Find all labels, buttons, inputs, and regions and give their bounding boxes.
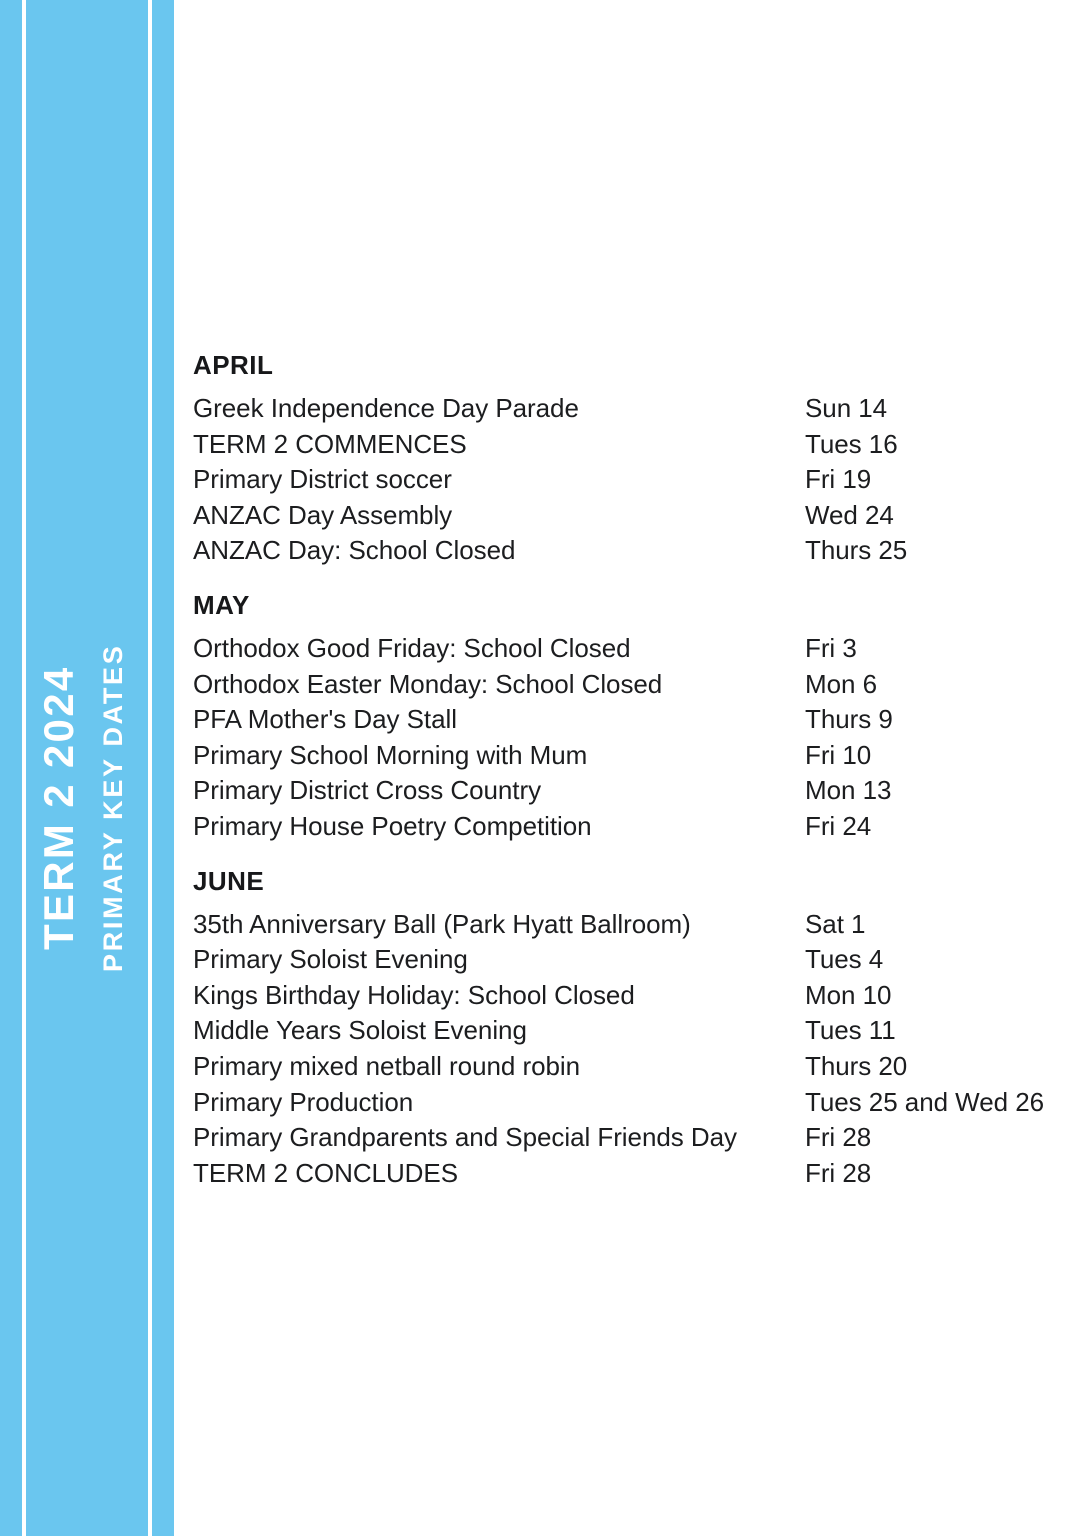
event-row bbox=[193, 667, 1073, 703]
month-heading: JUNE bbox=[193, 865, 265, 896]
event-row bbox=[193, 391, 1073, 427]
event-row bbox=[193, 1049, 1073, 1085]
month-heading: MAY bbox=[193, 589, 250, 620]
event-date: Mon 10 bbox=[805, 979, 892, 1010]
event-date: Fri 10 bbox=[805, 739, 872, 770]
event-date: Sun 14 bbox=[805, 393, 888, 423]
event-name: Primary District Cross Country bbox=[193, 775, 542, 806]
event-row bbox=[193, 942, 1073, 978]
event-row bbox=[193, 427, 1073, 463]
sidebar-title: TERM 2 2024 bbox=[35, 665, 82, 950]
event-date: Tues 4 bbox=[805, 944, 884, 975]
sidebar-accent-band bbox=[0, 0, 174, 1536]
event-row bbox=[193, 773, 1073, 809]
event-name: Kings Birthday Holiday: School Closed bbox=[193, 979, 635, 1010]
event-name: Primary Production bbox=[193, 1086, 414, 1117]
event-row bbox=[193, 631, 1073, 667]
event-row bbox=[193, 702, 1073, 738]
event-date: Tues 25 and Wed 26 bbox=[805, 1086, 1045, 1117]
event-date: Sat 1 bbox=[805, 908, 866, 939]
event-row bbox=[193, 907, 1073, 943]
event-name: Orthodox Good Friday: School Closed bbox=[193, 632, 631, 663]
event-name: Middle Years Soloist Evening bbox=[193, 1015, 527, 1046]
event-row bbox=[193, 1013, 1073, 1049]
event-name: Primary School Morning with Mum bbox=[193, 739, 588, 770]
event-name: TERM 2 COMMENCES bbox=[193, 428, 467, 459]
event-row bbox=[193, 1120, 1073, 1156]
event-name: ANZAC Day Assembly bbox=[193, 499, 453, 530]
event-date: Tues 16 bbox=[805, 428, 898, 459]
event-date: Fri 24 bbox=[805, 810, 872, 841]
month-block bbox=[193, 589, 1073, 845]
accent-stripe-inner bbox=[152, 0, 174, 1536]
event-name: Orthodox Easter Monday: School Closed bbox=[193, 668, 663, 699]
event-date: Mon 6 bbox=[805, 668, 878, 699]
event-date: Fri 19 bbox=[805, 464, 872, 495]
event-date: Thurs 25 bbox=[805, 535, 908, 566]
month-block bbox=[193, 352, 1073, 569]
month-heading: APRIL bbox=[193, 350, 274, 380]
event-row bbox=[193, 462, 1073, 498]
event-date: Thurs 20 bbox=[805, 1050, 908, 1081]
event-row bbox=[193, 809, 1073, 845]
event-name: Primary Grandparents and Special Friends Day bbox=[193, 1122, 737, 1153]
event-name: ANZAC Day: School Closed bbox=[193, 535, 516, 566]
event-date: Mon 13 bbox=[805, 775, 892, 806]
month-block bbox=[193, 865, 1073, 1192]
event-name: Primary District soccer bbox=[193, 464, 452, 495]
key-dates-list bbox=[193, 352, 1073, 1191]
event-row bbox=[193, 533, 1073, 569]
event-name: Primary mixed netball round robin bbox=[193, 1050, 581, 1081]
accent-stripe-outer bbox=[0, 0, 22, 1536]
event-row bbox=[193, 498, 1073, 534]
sidebar-subtitle: PRIMARY KEY DATES bbox=[98, 643, 128, 972]
event-row bbox=[193, 1156, 1073, 1192]
event-date: Thurs 9 bbox=[805, 704, 893, 735]
event-name: Primary House Poetry Competition bbox=[193, 810, 592, 841]
event-date: Tues 11 bbox=[805, 1015, 896, 1046]
event-name: Primary Soloist Evening bbox=[193, 944, 468, 975]
event-date: Fri 28 bbox=[805, 1122, 872, 1153]
event-name: Greek Independence Day Parade bbox=[193, 393, 579, 423]
event-date: Wed 24 bbox=[805, 499, 894, 530]
event-date: Fri 3 bbox=[805, 632, 857, 663]
event-date: Fri 28 bbox=[805, 1157, 872, 1188]
event-name: 35th Anniversary Ball (Park Hyatt Ballroom) bbox=[193, 908, 691, 939]
event-name: TERM 2 CONCLUDES bbox=[193, 1157, 458, 1188]
event-row bbox=[193, 738, 1073, 774]
event-row bbox=[193, 978, 1073, 1014]
event-name: PFA Mother's Day Stall bbox=[193, 704, 457, 735]
event-row bbox=[193, 1085, 1073, 1121]
